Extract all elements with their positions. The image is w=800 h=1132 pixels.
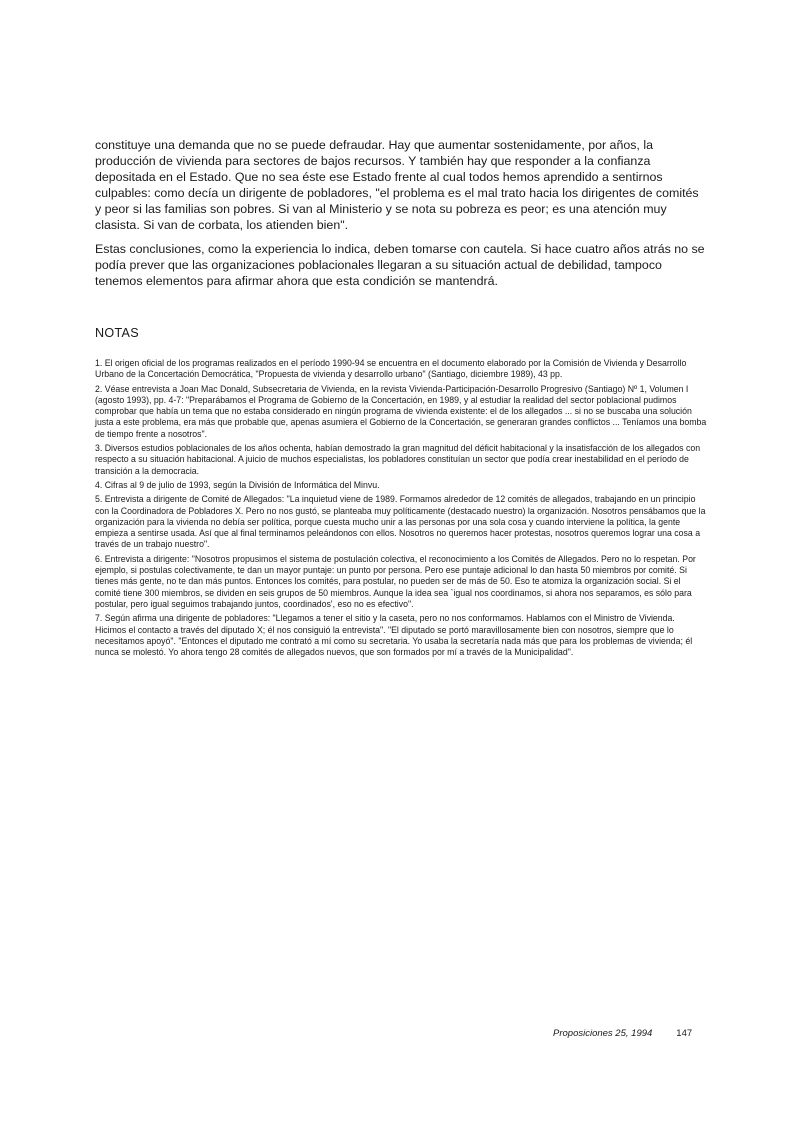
note-3: 3. Diversos estudios poblacionales de los años ochenta, habían demostrado la gran magnitud del déficit habitacional y la insatisfacción de los allegados con respecto a su situación habitacional. A juicio de muchos especialistas, los pobladores constituían un sector que podía crear inestabilidad en el período de transición a la democracia. [95,443,701,476]
notes-heading: NOTAS [95,326,139,340]
note-6: 6. Entrevista a dirigente: "Nosotros propusimos el sistema de postulación colectiva, el reconocimiento a los Comités de Allegados. Pero no lo respetan. Por ejemplo, si postulas colectivamente, te dan un mayor puntaje: un punto por persona. Pero ese puntaje adicional lo dan hasta 50 miembros por comité. Si tienes más gente, no te dan más puntos. Entonces los comités, para postular, no pueden ser de más de 50. Eso te atomiza la organización social. Si el comité tiene 300 miembros, se dividen en seis grupos de 50 miembros. Aunque la idea sea `igual nos coordinamos, si ahora nos separamos, es sólo para postular, pero igual seguimos trabajando juntos, coordinados', eso no es efectivo". [95,553,696,609]
page-number: 147 [676,1028,693,1039]
notes-list [95,358,707,658]
body-paragraph: Estas conclusiones, como la experiencia lo indica, deben tomarse con cautela. Si hace cuatro años atrás no se podía prever que las organizaciones poblacionales llegaran a su situación actual de debilidad, tampoco tenemos elementos para afirmar ahora que esta condición se mantendrá. [95,242,705,288]
note-5: 5. Entrevista a dirigente de Comité de Allegados: "La inquietud viene de 1989. Formamos alrededor de 12 comités de allegados, trabajando en un principio con la Coordinadora de Pobladores X. Pero no nos gustó, se planteaba muy políticamente (destacado nuestro) la organización. Nosotros pensábamos que la organización para la vivienda no debía ser política, porque cuesta mucho unir a las personas por una sola cosa y cuando interviene la política, la gente empieza a sentirse usada. Así que al final terminamos peleándonos con ellos. Nosotros no queremos hacer protestas, nosotros queremos lograr una cosa a través de un trabajo nuestro". [95,494,706,550]
note-2: 2. Véase entrevista a Joan Mac Donald, Subsecretaria de Vivienda, en la revista Vivienda-Participación-Desarrollo Progresivo (Santiago) Nº 1, Volumen I (agosto 1993), pp. 4-7: "Preparábamos el Programa de Gobierno de la Concertación, en 1989, y al estudiar la realidad del sector poblacional pudimos comprobar que había un tema que no estaba considerado en ningún programa de vivienda existente: el de los allegados ... si no se buscaba una solución justa a este problema, era más que probable que, apenas asumiera el Gobierno de la Concertación, se generaran grandes conflictos ... Teníamos una bomba de tiempo frente a nosotros". [95,383,707,439]
journal-citation: Proposiciones 25, 1994 [553,1028,653,1039]
note-4: 4. Cifras al 9 de julio de 1993, según la División de Informática del Minvu. [95,479,380,490]
body-paragraph: constituye una demanda que no se puede defraudar. Hay que aumentar sostenidamente, por años, la producción de vivienda para sectores de bajos recursos. Y también hay que responder a la confianza depositada en el Estado. Que no sea éste ese Estado frente al cual todos hemos aprendido a sentirnos culpables: como decía un dirigente de pobladores, "el problema es el mal trato hacia los dirigentes de comités y peor si las familias son pobres. Si van al Ministerio y se nota su pobreza es peor; es una atención muy clasista. Si van de corbata, los atienden bien". [95,138,699,232]
page-content [95,137,707,661]
page-footer [553,1028,692,1039]
note-1: 1. El origen oficial de los programas realizados en el período 1990-94 se encuentra en el documento elaborado por la Comisión de Vivienda y Desarrollo Urbano de la Concertación Democrática, "Propuesta de vivienda y desarrollo urbano" (Santiago, diciembre 1989), 43 pp. [95,358,687,380]
note-7: 7. Según afirma una dirigente de pobladores: "Llegamos a tener el sitio y la caseta, pero no nos conformamos. Hablamos con el Ministro de Vivienda. Hicimos el contacto a través del diputado X; él nos consiguió la entrevista". "El diputado se portó maravillosamente bien con nosotros, siempre que lo necesitamos apoyó". "Entonces el diputado me contrató a mí como su secretaria. Yo usaba la secretaría nada más que para los problemas de vivienda; él nunca se molestó. Yo ahora tengo 28 comités de allegados nuevos, que son formados por mí a través de la Municipalidad". [95,613,693,658]
